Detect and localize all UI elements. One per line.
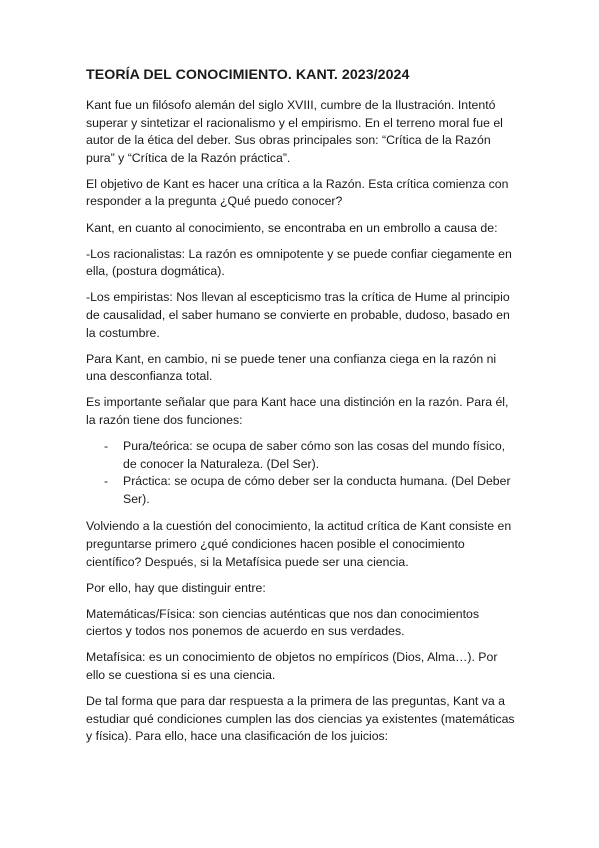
list-item-text: Pura/teórica: se ocupa de saber cómo son las cosas del mundo físico, de conocer la Naturaleza. (Del Ser). <box>123 439 506 471</box>
list-dash: - <box>104 439 109 453</box>
functions-list <box>86 438 518 508</box>
list-item-text: Práctica: se ocupa de cómo deber ser la conducta humana. (Del Deber Ser). <box>123 474 511 506</box>
paragraph-juicios: De tal forma que para dar respuesta a la primera de las preguntas, Kant va a estudiar qué condiciones cumplen las dos ciencias ya existentes (matemáticas y física). Para ello, hace una clasificación de los juicios: <box>86 694 515 744</box>
paragraph-intro: Kant fue un filósofo alemán del siglo XVIII, cumbre de la Ilustración. Intentó superar y sintetizar el racionalismo y el empirismo. En el terreno moral fue el autor de la ética del deber. Sus obras principales son: “Crítica de la Razón pura” y “Crítica de la Razón práctica”. <box>86 98 503 165</box>
list-item <box>86 473 518 508</box>
paragraph-distincion: Es importante señalar que para Kant hace una distinción en la razón. Para él, la razón tiene dos funciones: <box>86 395 509 427</box>
paragraph-empiristas: -Los empiristas: Nos llevan al escepticismo tras la crítica de Hume al principio de causalidad, el saber humano se convierte en probable, dudoso, basado en la costumbre. <box>86 290 510 340</box>
paragraph-racionalistas: -Los racionalistas: La razón es omnipotente y se puede confiar ciegamente en ella, (postura dogmática). <box>86 246 512 279</box>
paragraph-distinguir: Por ello, hay que distinguir entre: <box>86 580 266 595</box>
paragraph-metafisica: Metafísica: es un conocimiento de objetos no empíricos (Dios, Alma…). Por ello se cuestiona si es una ciencia. <box>86 650 498 683</box>
list-item <box>86 438 518 473</box>
paragraph-embrollo: Kant, en cuanto al conocimiento, se encontraba en un embrollo a causa de: <box>86 220 498 235</box>
paragraph-objective: El objetivo de Kant es hacer una crítica a la Razón. Esta crítica comienza con responder a la pregunta ¿Qué puedo conocer? <box>86 176 509 209</box>
document-body <box>86 66 518 754</box>
document-title: TEORÍA DEL CONOCIMIENTO. KANT. 2023/2024 <box>86 67 410 83</box>
list-dash: - <box>104 474 109 489</box>
paragraph-para-kant: Para Kant, en cambio, ni se puede tener una confianza ciega en la razón ni una desconfianza total. <box>86 351 497 384</box>
paragraph-matematicas: Matemáticas/Física: son ciencias auténticas que nos dan conocimientos ciertos y todos nos ponemos de acuerdo en sus verdades. <box>86 606 480 639</box>
paragraph-volviendo: Volviendo a la cuestión del conocimiento, la actitud crítica de Kant consiste en preguntarse primero ¿qué condiciones hacen posible el conocimiento científico? Después, si la Metafísica puede ser una ciencia. <box>86 519 512 569</box>
